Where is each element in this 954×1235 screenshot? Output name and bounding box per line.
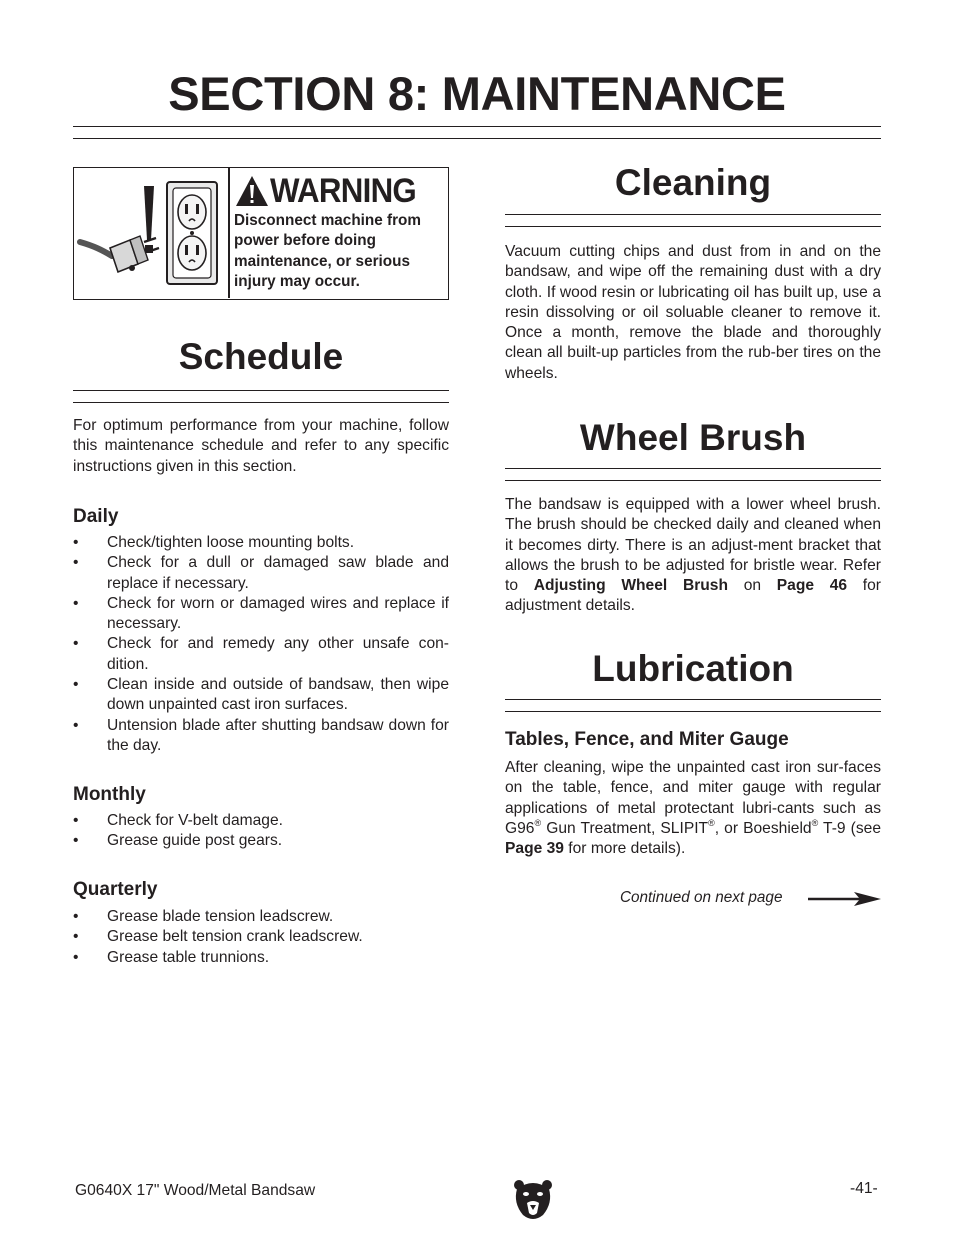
cleaning-text: Vacuum cutting chips and dust from in and on the bandsaw, and wipe off the remaining dust with a dry cloth. If wood resin or lubricating oil has built up, use a resin dissolving or oil soluable cleaner to remove it. Once a month, remove the blade and thoroughly clean all built-up particles from the rub-ber tires on the wheels. (505, 243, 881, 382)
cleaning-heading: Cleaning (614, 162, 772, 203)
list-item: • Check for a dull or damaged saw blade and replace if necessary. (73, 553, 449, 594)
warning-box (73, 167, 449, 300)
monthly-heading: Monthly (73, 784, 146, 805)
monthly-list (73, 811, 449, 852)
wheel-brush-text: The bandsaw is equipped with a lower wheel brush. The brush should be checked daily and cleaned when it becomes dirty. There is an adjust-ment bracket that allows the brush to be adjusted for bristle wear. Refer to Adjusting Wheel Brush on Page 46 for adjustment details. (505, 496, 881, 615)
wheel-brush-rule (505, 468, 881, 481)
warning-text: Disconnect machine from power before doing maintenance, or serious injury may occur. (234, 212, 422, 290)
list-item: • Grease guide post gears. (73, 831, 449, 851)
list-item: • Check for worn or damaged wires and replace if necessary. (73, 594, 449, 635)
wheel-brush-heading: Wheel Brush (579, 417, 807, 458)
power-plug-icon (80, 236, 159, 272)
bear-logo-icon (513, 1177, 553, 1223)
quarterly-heading: Quarterly (73, 879, 158, 900)
footer-model: G0640X 17" Wood/Metal Bandsaw (75, 1182, 316, 1199)
list-item: • Check for and remedy any other unsafe con-dition. (73, 634, 449, 675)
lubrication-text: After cleaning, wipe the unpainted cast iron sur-faces on the table, fence, and miter gauge with regular applications of metal protectant lubri-cants such as G96® Gun Treatment, SLIPIT®, or Boeshield® T-9 (see Page 39 for more details). (505, 759, 881, 858)
warning-title-text: WARNING (270, 172, 417, 210)
lubrication-subheading: Tables, Fence, and Miter Gauge (505, 729, 789, 750)
daily-list (73, 533, 449, 756)
page-title: SECTION 8: MAINTENANCE (168, 67, 786, 120)
cleaning-rule (505, 214, 881, 227)
warning-graphic (74, 168, 228, 298)
list-item: • Grease blade tension leadscrew. (73, 907, 449, 927)
schedule-rule (73, 390, 449, 403)
warning-title (234, 172, 429, 210)
daily-heading: Daily (73, 506, 119, 527)
list-item: • Check/tighten loose mounting bolts. (73, 533, 449, 553)
footer-page-number: -41- (850, 1180, 878, 1197)
quarterly-list (73, 907, 449, 968)
list-item: • Clean inside and outside of bandsaw, then wipe down unpainted cast iron surfaces. (73, 675, 449, 716)
continued-note: Continued on next page (620, 889, 783, 906)
title-rule (73, 126, 881, 139)
list-item: • Grease belt tension crank leadscrew. (73, 927, 449, 947)
list-item: • Check for V-belt damage. (73, 811, 449, 831)
warning-triangle-icon (234, 174, 270, 208)
lubrication-rule (505, 699, 881, 712)
schedule-intro: For optimum performance from your machine, follow this maintenance schedule and refer to any specific instructions given in this section. (73, 417, 449, 475)
arrow-right-icon (808, 891, 882, 907)
lubrication-heading: Lubrication (592, 648, 794, 689)
list-item: • Untension blade after shutting bandsaw down for the day. (73, 716, 449, 757)
warning-divider (228, 168, 230, 298)
exclamation-icon (144, 186, 154, 253)
power-outlet-icon (167, 182, 217, 284)
schedule-heading: Schedule (178, 336, 344, 377)
list-item: • Grease table trunnions. (73, 948, 449, 968)
